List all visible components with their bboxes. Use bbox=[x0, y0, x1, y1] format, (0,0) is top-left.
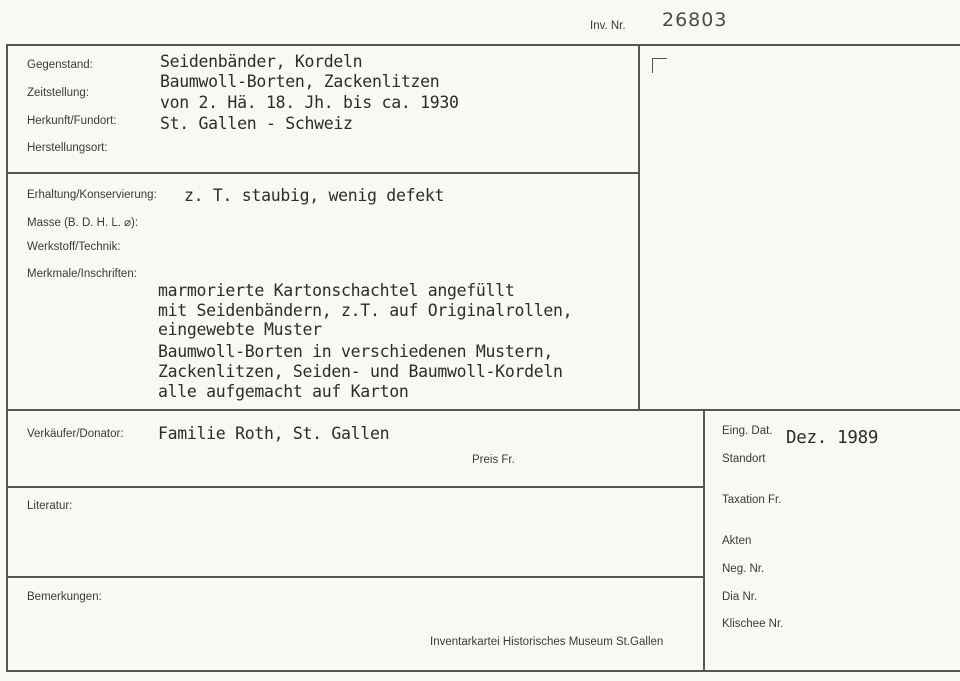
image-box-divider bbox=[638, 44, 640, 410]
werkstoff-label: Werkstoff/Technik: bbox=[27, 241, 121, 253]
merkmale-line-5: Zackenlitzen, Seiden- und Baumwoll-Kordeln bbox=[158, 362, 563, 381]
section-rule-4 bbox=[6, 576, 703, 578]
herstellungsort-label: Herstellungsort: bbox=[27, 142, 108, 154]
inv-nr-value: 26803 bbox=[662, 9, 728, 31]
merkmale-line-4: Baumwoll-Borten in verschiedenen Mustern, bbox=[158, 342, 553, 361]
photo-corner-mark bbox=[652, 58, 667, 73]
zeitstellung-label: Zeitstellung: bbox=[27, 87, 90, 99]
eing-dat-label: Eing. Dat. bbox=[722, 425, 773, 437]
masse-label: Masse (B. D. H. L. ⌀): bbox=[27, 217, 139, 229]
gegenstand-line-2: Baumwoll-Borten, Zackenlitzen bbox=[160, 72, 440, 91]
bottom-rule bbox=[6, 670, 960, 672]
eing-dat-value: Dez. 1989 bbox=[786, 428, 879, 448]
verkaeufer-value: Familie Roth, St. Gallen bbox=[158, 424, 390, 443]
bemerkungen-label: Bemerkungen: bbox=[27, 591, 102, 603]
section-rule-2 bbox=[6, 409, 960, 411]
merkmale-line-6: alle aufgemacht auf Karton bbox=[158, 382, 409, 401]
erhaltung-label: Erhaltung/Konservierung: bbox=[27, 189, 157, 201]
dia-nr-label: Dia Nr. bbox=[722, 591, 758, 603]
preis-label: Preis Fr. bbox=[472, 454, 515, 466]
zeitstellung-value: von 2. Hä. 18. Jh. bis ca. 1930 bbox=[160, 93, 459, 112]
standort-label: Standort bbox=[722, 453, 766, 465]
gegenstand-line-1: Seidenbänder, Kordeln bbox=[160, 52, 363, 71]
taxation-label: Taxation Fr. bbox=[722, 494, 782, 506]
akten-label: Akten bbox=[722, 535, 752, 547]
merkmale-line-1: marmorierte Kartonschachtel angefüllt bbox=[158, 281, 515, 300]
merkmale-line-3: eingewebte Muster bbox=[158, 320, 322, 339]
neg-nr-label: Neg. Nr. bbox=[722, 563, 765, 575]
erhaltung-value: z. T. staubig, wenig defekt bbox=[184, 186, 445, 205]
literatur-label: Literatur: bbox=[27, 500, 73, 512]
merkmale-line-2: mit Seidenbändern, z.T. auf Originalrollen, bbox=[158, 301, 573, 320]
inv-nr-label: Inv. Nr. bbox=[590, 20, 626, 32]
merkmale-label: Merkmale/Inschriften: bbox=[27, 268, 137, 280]
herkunft-value: St. Gallen - Schweiz bbox=[160, 114, 353, 133]
klischee-nr-label: Klischee Nr. bbox=[722, 618, 784, 630]
gegenstand-label: Gegenstand: bbox=[27, 59, 93, 71]
verkaeufer-label: Verkäufer/Donator: bbox=[27, 428, 124, 440]
side-column-divider bbox=[703, 409, 705, 671]
section-rule-3 bbox=[6, 486, 703, 488]
section-rule-1 bbox=[6, 172, 638, 174]
museum-footer: Inventarkartei Historisches Museum St.Gallen bbox=[430, 636, 664, 648]
herkunft-label: Herkunft/Fundort: bbox=[27, 115, 117, 127]
top-rule bbox=[6, 44, 960, 46]
